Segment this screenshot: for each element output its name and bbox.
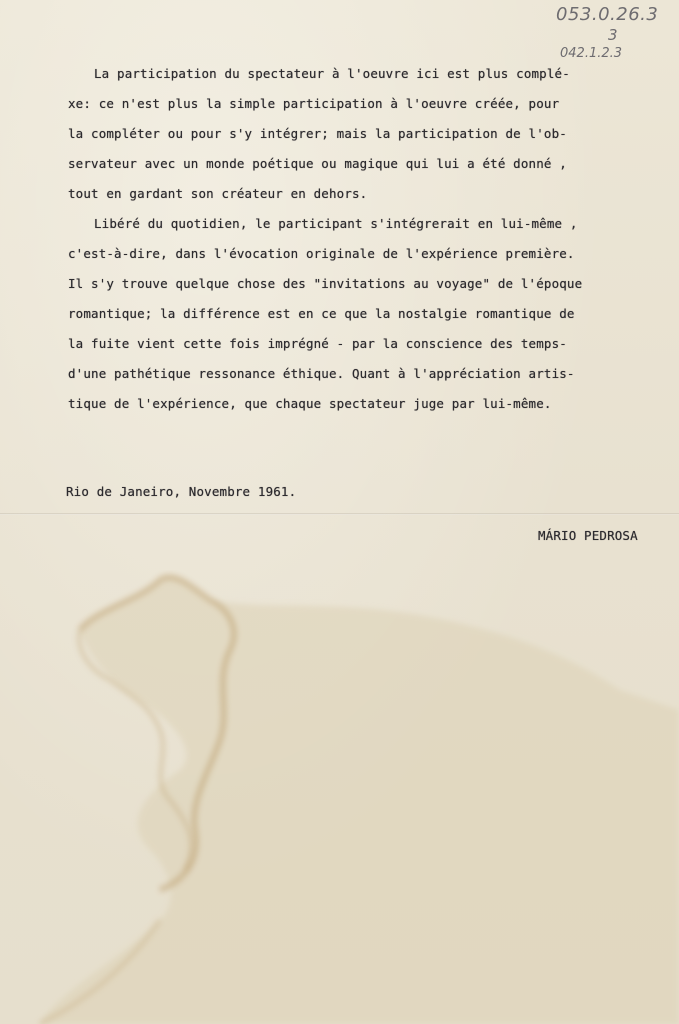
text-line: servateur avec un monde poétique ou magique qui lui a été donné , bbox=[68, 156, 567, 171]
text-line: xe: ce n'est plus la simple participation à l'oeuvre créée, pour bbox=[68, 96, 560, 111]
paper-fold bbox=[0, 513, 679, 515]
page-number: 3 bbox=[608, 26, 618, 44]
water-stain bbox=[0, 570, 679, 1024]
text-line: la fuite vient cette fois imprégné - par la conscience des temps- bbox=[68, 336, 567, 351]
archive-reference: 053.0.26.3 bbox=[556, 4, 659, 25]
paragraph-2 bbox=[68, 216, 583, 411]
archive-sub-reference: 042.1.2.3 bbox=[560, 46, 623, 61]
text-line: Il s'y trouve quelque chose des "invitations au voyage" de l'époque bbox=[68, 276, 583, 291]
signature: MÁRIO PEDROSA bbox=[538, 528, 638, 543]
text-line: tout en gardant son créateur en dehors. bbox=[68, 186, 368, 201]
text-line: tique de l'expérience, que chaque spectateur juge par lui-même. bbox=[68, 396, 552, 411]
text-line: romantique; la différence est en ce que la nostalgie romantique de bbox=[68, 306, 575, 321]
text-line: La participation du spectateur à l'oeuvre ici est plus complé- bbox=[94, 66, 570, 81]
text-line: Libéré du quotidien, le participant s'intégrerait en lui-même , bbox=[94, 216, 578, 231]
text-line: la compléter ou pour s'y intégrer; mais la participation de l'ob- bbox=[68, 126, 567, 141]
paragraph-1 bbox=[68, 66, 570, 201]
place-date: Rio de Janeiro, Novembre 1961. bbox=[66, 484, 297, 499]
text-line: c'est-à-dire, dans l'évocation originale de l'expérience première. bbox=[68, 246, 575, 261]
text-line: d'une pathétique ressonance éthique. Quant à l'appréciation artis- bbox=[68, 366, 575, 381]
